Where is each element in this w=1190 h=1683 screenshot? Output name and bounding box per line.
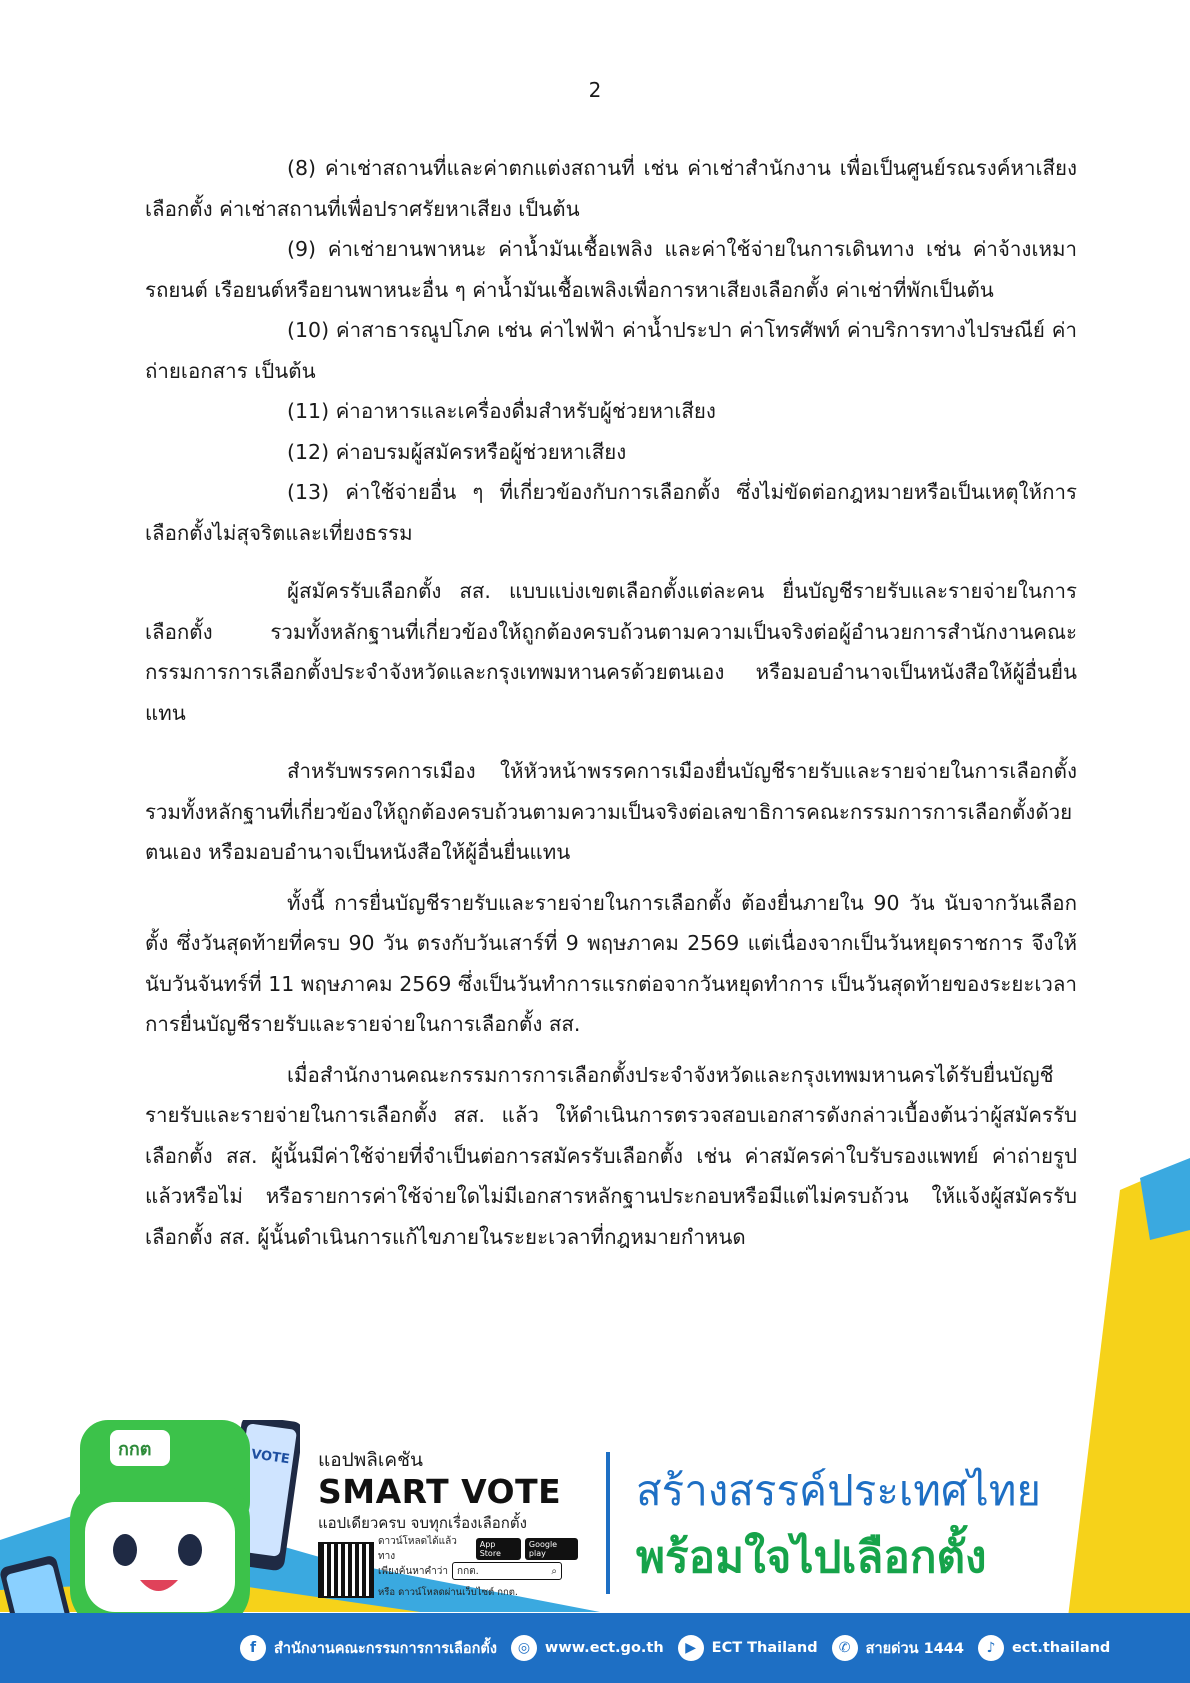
footer-facebook[interactable] [240, 1635, 497, 1661]
download-info [378, 1536, 578, 1600]
footer-contact-links [240, 1628, 1110, 1668]
paragraph-item-9: (9) ค่าเช่ายานพาหนะ ค่าน้ำมันเชื้อเพลิง และค่าใช้จ่ายในการเดินทาง เช่น ค่าจ้างเหมารถยนต์ เรือยนต์หรือยานพาหนะอื่น ๆ ค่าน้ำมันเชื้อเพลิงเพื่อการหาเสียงเลือกตั้ง ค่าเช่าที่พักเป็นต้น [145, 237, 1077, 302]
slogan-line-2: พร้อมใจไปเลือกตั้ง [636, 1532, 987, 1583]
app-subtitle: แอปพลิเคชัน [318, 1449, 423, 1471]
paragraph-item-13: (13) ค่าใช้จ่ายอื่น ๆ ที่เกี่ยวข้องกับการเลือกตั้ง ซึ่งไม่ขัดต่อกฎหมายหรือเป็นเหตุให้การเลือกตั้งไม่สุจริตและเที่ยงธรรม [145, 480, 1077, 545]
paragraph-verification: เมื่อสำนักงานคณะกรรมการการเลือกตั้งประจำจังหวัดและกรุงเทพมหานครได้รับยื่นบัญชีรายรับและรายจ่ายในการเลือกตั้ง สส. แล้ว ให้ดำเนินการตรวจสอบเอกสารดังกล่าวเบื้องต้นว่าผู้สมัครรับเลือกตั้ง สส. ผู้นั้นมีค่าใช้จ่ายที่จำเป็นต่อการสมัครรับเลือกตั้ง เช่น ค่าสมัครค่าใบรับรองแพทย์ ค่าถ่ายรูป แล้วหรือไม่ หรือรายการค่าใช้จ่ายใดไม่มีเอกสารหลักฐานประกอบหรือมีแต่ไม่ครบถ้วน ให้แจ้งผู้สมัครรับเลือกตั้ง สส. ผู้นั้นดำเนินการแก้ไขภายในระยะเวลาที่กฎหมายกำหนด [145, 1062, 1077, 1249]
paragraph-deadline: ทั้งนี้ การยื่นบัญชีรายรับและรายจ่ายในการเลือกตั้ง ต้องยื่นภายใน 90 วัน นับจากวันเลือกตั้ง ซึ่งวันสุดท้ายที่ครบ 90 วัน ตรงกับวันเสาร์ที่ 9 พฤษภาคม 2569 แต่เนื่องจากเป็นวันหยุดราชการ จึงให้นับวันจันทร์ที่ 11 พฤษภาคม 2569 ซึ่งเป็นวันทำการแรกต่อจากวันหยุดทำการ เป็นวันสุดท้ายของระยะเวลาการยื่นบัญชีรายรับและรายจ่ายในการเลือกตั้ง สส. [145, 890, 1077, 1036]
play-icon: ▶ [678, 1635, 704, 1661]
footer-youtube[interactable] [678, 1635, 818, 1661]
smart-vote-app-promo [318, 1448, 588, 1534]
search-label: เพียงค้นหาคำว่า [378, 1565, 449, 1577]
web-download-note: หรือ ดาวน์โหลดผ่านเว็บไซต์ กกต. [378, 1587, 518, 1598]
paragraph-item-12: (12) ค่าอบรมผู้สมัครหรือผู้ช่วยหาเสียง [287, 439, 627, 464]
paragraph-candidate-filing: ผู้สมัครรับเลือกตั้ง สส. แบบแบ่งเขตเลือกตั้งแต่ละคน ยื่นบัญชีรายรับและรายจ่ายในการเลือกตั้ง รวมทั้งหลักฐานที่เกี่ยวข้องให้ถูกต้องครบถ้วนตามความเป็นจริงต่อผู้อำนวยการสำนักงานคณะกรรมการการเลือกตั้งประจำจังหวัดและกรุงเทพมหานครด้วยตนเอง หรือมอบอำนาจเป็นหนังสือให้ผู้อื่นยื่นแทน [145, 579, 1077, 725]
paragraph-item-11: (11) ค่าอาหารและเครื่องดื่มสำหรับผู้ช่วยหาเสียง [287, 399, 716, 423]
phone-screen-text: VOTE [250, 1447, 291, 1468]
search-icon: ⌕ [551, 1565, 558, 1577]
hotline-label: สายด่วน 1444 [865, 1640, 964, 1657]
app-name: SMART VOTE [318, 1472, 562, 1511]
paragraph-item-10: (10) ค่าสาธารณูปโภค เช่น ค่าไฟฟ้า ค่าน้ำประปา ค่าโทรศัพท์ ค่าบริการทางไปรษณีย์ ค่าถ่ายเอกสาร เป็นต้น [145, 318, 1077, 383]
footer-hotline[interactable] [832, 1635, 964, 1661]
download-label: ดาวน์โหลดได้แล้ว ทาง [378, 1536, 457, 1562]
website-label: www.ect.go.th [544, 1640, 664, 1656]
paragraph-party-filing: สำหรับพรรคการเมือง ให้หัวหน้าพรรคการเมืองยื่นบัญชีรายรับและรายจ่ายในการเลือกตั้ง รวมทั้งหลักฐานที่เกี่ยวข้องให้ถูกต้องครบถ้วนตามความเป็นจริงต่อเลขาธิการคณะกรรมการการเลือกตั้งด้วยตนเอง หรือมอบอำนาจเป็นหนังสือให้ผู้อื่นยื่นแทน [145, 759, 1077, 864]
google-play-badge[interactable]: Google play [525, 1538, 578, 1560]
app-tagline: แอปเดียวครบ จบทุกเรื่องเลือกตั้ง [318, 1514, 527, 1532]
tiktok-icon: ♪ [978, 1635, 1004, 1661]
mascot-logo-text: กกต [118, 1439, 152, 1460]
phone-icon: ✆ [832, 1635, 858, 1661]
search-term: กกต. [457, 1565, 479, 1577]
globe-icon: ◎ [511, 1635, 537, 1661]
banner-divider [606, 1452, 610, 1594]
search-term-box [452, 1562, 562, 1580]
document-body [145, 148, 1077, 1257]
footer-tiktok[interactable] [978, 1635, 1110, 1661]
app-store-badge[interactable]: App Store [476, 1538, 521, 1560]
qr-code-icon [318, 1542, 374, 1598]
paragraph-item-8: (8) ค่าเช่าสถานที่และค่าตกแต่งสถานที่ เช่น ค่าเช่าสำนักงาน เพื่อเป็นศูนย์รณรงค์หาเสียงเลือกตั้ง ค่าเช่าสถานที่เพื่อปราศรัยหาเสียง เป็นต้น [145, 156, 1077, 221]
slogan-line-1: สร้างสรรค์ประเทศไทย [636, 1466, 1042, 1515]
footer-website[interactable] [511, 1635, 664, 1661]
page-number: 2 [588, 78, 602, 102]
tiktok-label: ect.thailand [1011, 1640, 1111, 1656]
facebook-icon: f [240, 1635, 266, 1661]
youtube-label: ECT Thailand [711, 1640, 818, 1656]
facebook-label: สำนักงานคณะกรรมการการเลือกตั้ง [274, 1640, 497, 1657]
